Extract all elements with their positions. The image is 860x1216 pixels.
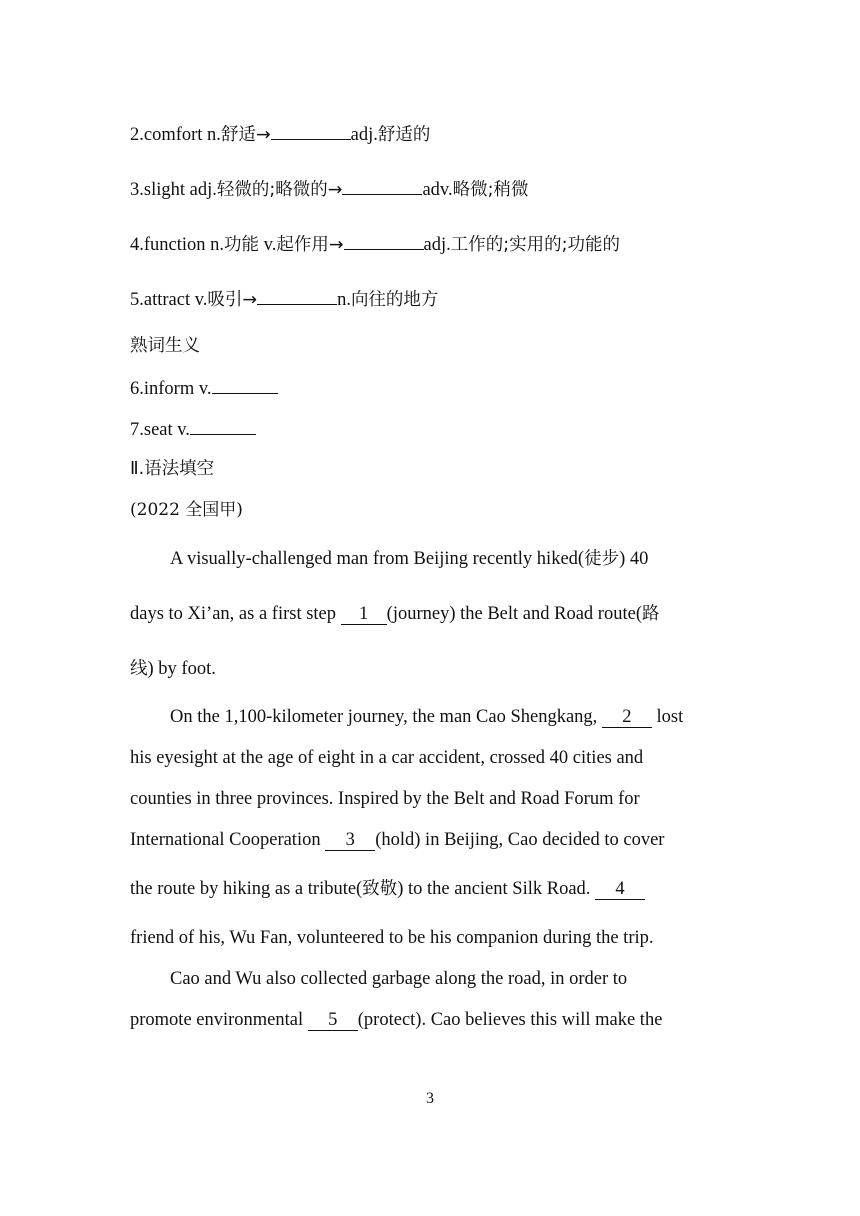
answer-blank[interactable]: [257, 286, 337, 305]
passage-line: [170, 705, 683, 729]
text-run: ) by foot.: [147, 659, 216, 679]
item-number: 2.: [130, 125, 144, 145]
arrow-icon: →: [242, 290, 258, 310]
pos-label: adv.: [422, 180, 453, 200]
answer-blank[interactable]: [271, 121, 351, 140]
vocab-item-4: [130, 231, 620, 257]
passage-line: [130, 602, 659, 626]
passage-line: [130, 657, 216, 681]
gloss: 致敬: [362, 879, 398, 899]
word: 6.inform v.: [130, 379, 212, 399]
arrow-icon: →: [255, 125, 271, 145]
word: slight adj.: [143, 180, 217, 200]
meaning-2: 起作用: [276, 235, 329, 255]
text-run: On the 1,100-kilometer journey, the man Cao Shengkang,: [170, 707, 602, 727]
arrow-icon: →: [327, 180, 343, 200]
meaning: 功能: [224, 235, 260, 255]
item-number: 3.: [130, 180, 144, 200]
target-meaning: 向往的地方: [350, 290, 439, 310]
section-familiar-heading: 熟词生义: [130, 336, 200, 356]
passage-line: [170, 547, 648, 571]
meaning: 吸引: [207, 290, 243, 310]
blank-3[interactable]: 3: [325, 830, 375, 851]
meaning: 舒适: [220, 125, 256, 145]
text-run: A visually-challenged man from Beijing recently hiked(: [170, 549, 585, 569]
text-run: (protect). Cao believes this will make the: [357, 1010, 663, 1030]
word: attract v.: [143, 290, 208, 310]
gloss: 线: [130, 659, 148, 679]
familiar-item-6: [130, 375, 278, 401]
text-run: ) 40: [619, 549, 649, 569]
answer-blank[interactable]: [344, 231, 424, 250]
source-label: [130, 498, 243, 522]
answer-blank[interactable]: [342, 176, 422, 195]
text-run: (hold) in Beijing, Cao decided to cover: [375, 830, 665, 850]
blank-1[interactable]: 1: [341, 604, 387, 625]
text-run: ) to the ancient Silk Road.: [397, 879, 596, 899]
passage-line: [130, 828, 664, 852]
pos-label: n.: [337, 290, 351, 310]
arrow-icon: →: [328, 235, 344, 255]
passage-line: Cao and Wu also collected garbage along the road, in order to: [170, 969, 628, 989]
word: function n.: [143, 235, 225, 255]
item-number: 5.: [130, 290, 144, 310]
vocab-item-2: [130, 121, 430, 147]
word: comfort n.: [143, 125, 221, 145]
vocab-item-3: [130, 176, 528, 202]
passage-line: [130, 1008, 662, 1032]
blank-4[interactable]: 4: [595, 879, 645, 900]
source-text: (2022 全国甲): [130, 500, 243, 520]
section2-heading: [130, 457, 214, 481]
word: 7.seat v.: [130, 420, 190, 440]
answer-blank[interactable]: [212, 375, 278, 394]
vocab-item-5: [130, 286, 438, 312]
item-number: 4.: [130, 235, 144, 255]
pos-label: v.: [259, 235, 277, 255]
passage-line: his eyesight at the age of eight in a car accident, crossed 40 cities and: [130, 748, 644, 768]
familiar-item-7: [130, 416, 256, 442]
text-run: the route by hiking as a tribute(: [130, 879, 363, 899]
pos-label: adj.: [350, 125, 378, 145]
blank-5[interactable]: 5: [308, 1010, 358, 1031]
text-run: International Cooperation: [130, 830, 326, 850]
target-meaning: 工作的;实用的;功能的: [450, 235, 621, 255]
target-meaning: 略微;稍微: [452, 180, 529, 200]
passage-line: [130, 877, 645, 901]
section-number: Ⅱ.: [130, 459, 145, 479]
answer-blank[interactable]: [190, 416, 256, 435]
target-meaning: 舒适的: [377, 125, 431, 145]
passage-line: friend of his, Wu Fan, volunteered to be his companion during the trip.: [130, 928, 654, 948]
page-number: 3: [426, 1090, 434, 1107]
blank-2[interactable]: 2: [602, 707, 652, 728]
text-run: days to Xi’an, as a first step: [130, 604, 341, 624]
gloss: 路: [641, 604, 660, 624]
text-run: promote environmental: [130, 1010, 308, 1030]
passage-line: counties in three provinces. Inspired by the Belt and Road Forum for: [130, 789, 640, 809]
meaning: 轻微的;略微的: [216, 180, 328, 200]
text-run: (journey) the Belt and Road route(: [386, 604, 642, 624]
text-run: lost: [651, 707, 684, 727]
gloss: 徒步: [584, 549, 620, 569]
pos-label: adj.: [423, 235, 451, 255]
section-title: 语法填空: [144, 459, 215, 479]
